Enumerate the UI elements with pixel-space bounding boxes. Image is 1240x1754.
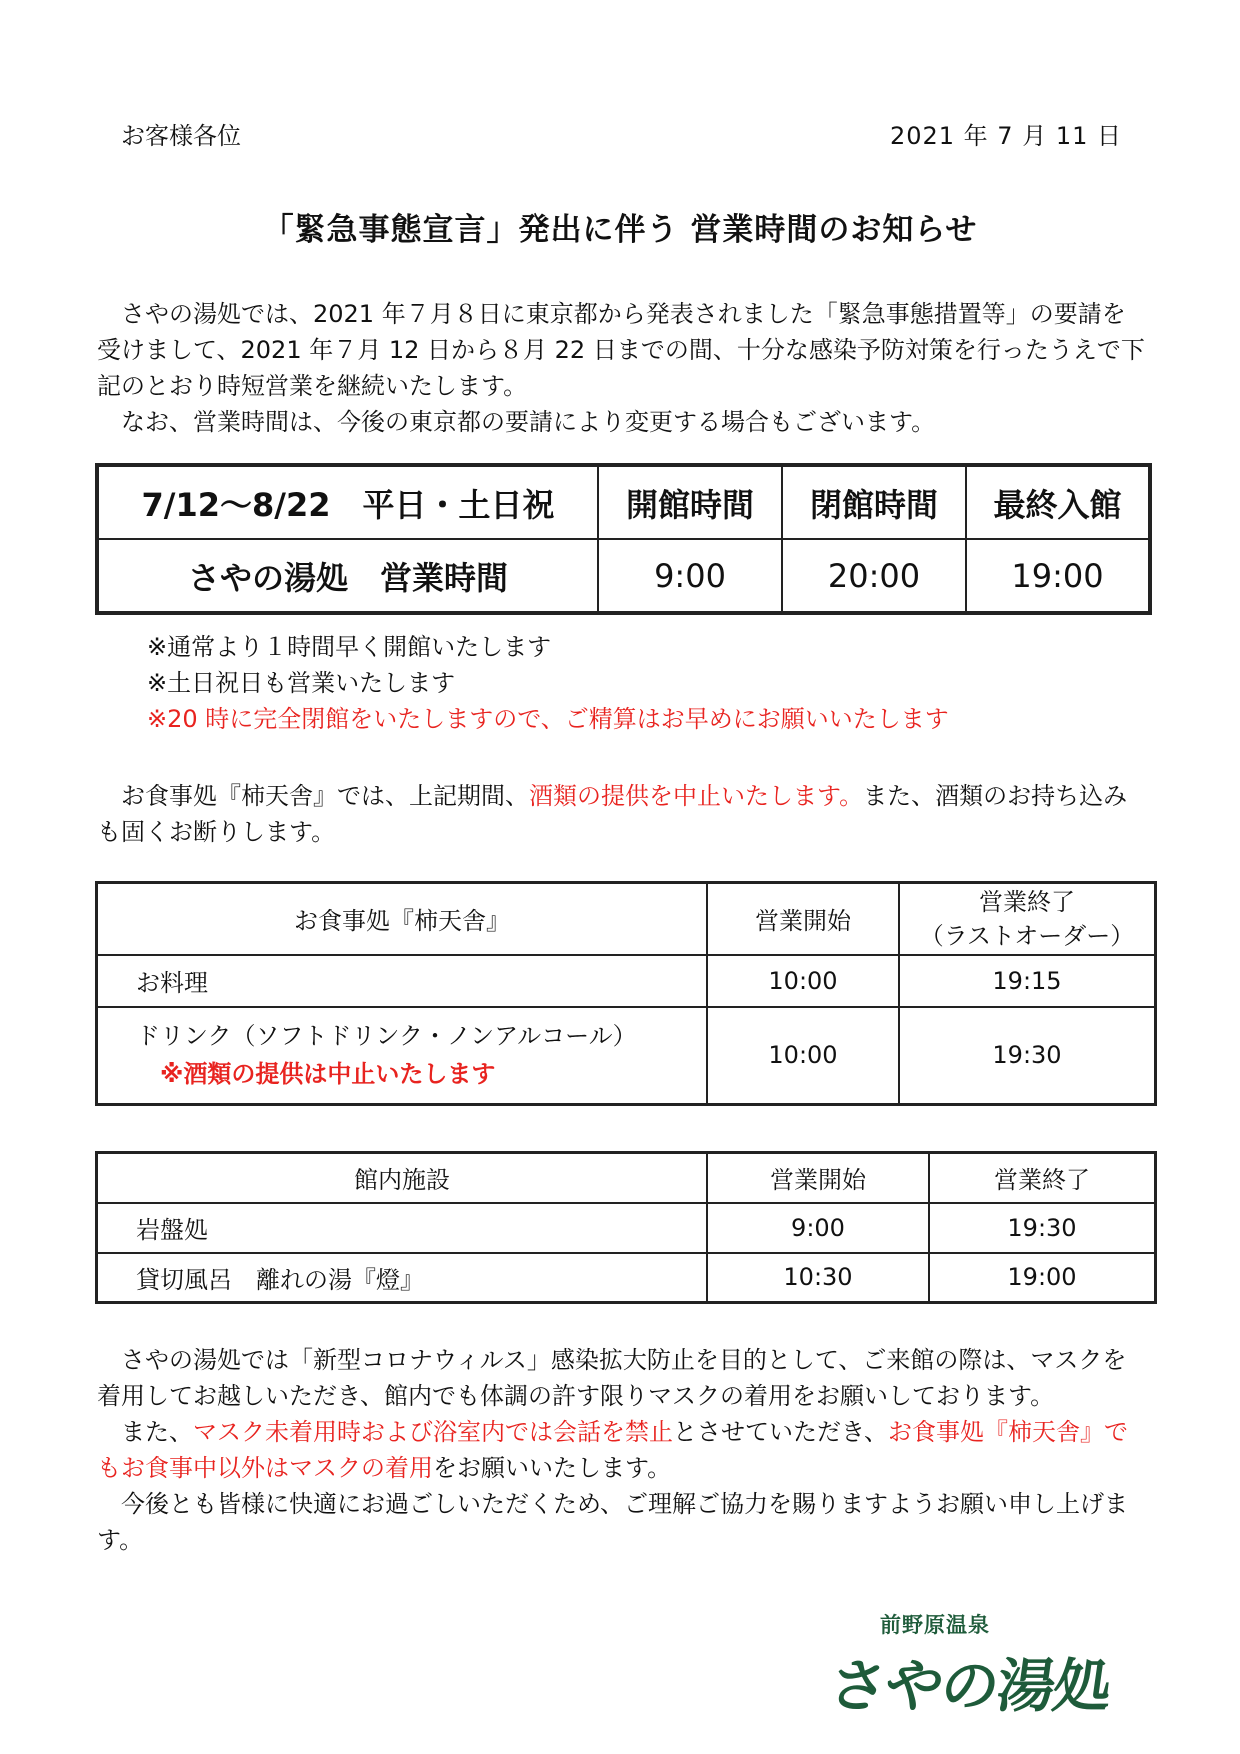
restaurant-name-header: お食事処『柿天舎』 [97,883,708,955]
closing-time-value: 20:00 [782,539,966,613]
hours-period-header: 7/12～8/22 平日・土日祝 [97,465,598,539]
restaurant-table [95,881,1157,1106]
menu-item-name: ドリンク（ソフトドリンク・ノンアルコール） ※酒類の提供は中止いたします [97,1007,708,1105]
addressee: お客様各位 [121,122,241,150]
menu-item-open: 10:00 [707,955,899,1007]
facility-open-header: 営業開始 [707,1153,929,1203]
restaurant-open-header: 営業開始 [707,883,899,955]
restaurant-paragraph [97,778,1147,850]
hours-row-label: さやの湯処 営業時間 [97,539,598,613]
facility-close: 19:00 [929,1253,1156,1303]
table-row [97,1007,1156,1105]
restaurant-text-end: また、酒類のお持ち込みも固くお断りします。 [97,782,1128,846]
facility-close: 19:30 [929,1203,1156,1253]
last-entry-value: 19:00 [966,539,1150,613]
note-item: ※通常より１時間早く開館いたします [147,633,552,661]
table-row [97,955,1156,1007]
facility-name-header: 館内施設 [97,1153,708,1203]
logo-small-text: 前野原温泉 [880,1612,990,1637]
intro-section [97,296,1147,440]
closing-paragraph-1: さやの湯処では「新型コロナウィルス」感染拡大防止を目的として、ご来館の際は、マスクを着用してお越しいただき、館内でも体調の許す限りマスクの着用をお願いしております。 [97,1346,1127,1410]
menu-item-name: お料理 [97,955,708,1007]
table-row [97,1203,1156,1253]
notice-date: 2021 年 7 月 11 日 [889,122,1122,150]
closing-section [97,1342,1147,1558]
facility-table [95,1151,1157,1304]
hours-table [95,463,1152,615]
logo-brush-text: さやの湯処 [824,1652,1115,1720]
intro-paragraph-1: さやの湯処では、2021 年７月８日に東京都から発表されました「緊急事態措置等」の要請を受けまして、2021 年７月 12 日から８月 22 日までの間、十分な感染予防対策を行ったうえで下記のとおり時短営業を継続いたします。 [97,300,1145,400]
menu-item-close: 19:15 [899,955,1156,1007]
notes-list [147,629,949,737]
opening-time-value: 9:00 [598,539,782,613]
restaurant-close-header: 営業終了 （ラストオーダー） [899,883,1156,955]
notice-title: 「緊急事態宣言」発出に伴う 営業時間のお知らせ [262,212,978,248]
restaurant-mask-warning: お食事処『柿天舎』でもお食事中以外はマスクの着用 [97,1418,1129,1482]
facility-open: 10:30 [707,1253,929,1303]
facility-close-header: 営業終了 [929,1153,1156,1203]
note-item-warning: ※20 時に完全閉館をいたしますので、ご精算はお早めにお願いいたします [147,705,949,733]
facility-open: 9:00 [707,1203,929,1253]
alcohol-suspended-note: ※酒類の提供は中止いたします [160,1060,496,1089]
closing-paragraph-3: 今後とも皆様に快適にお過ごしいただくため、ご理解ご協力を賜りますようお願い申し上げます。 [97,1490,1129,1554]
closing-paragraph-2: また、マスク未着用時および浴室内では会話を禁止とさせていただき、お食事処『柿天舎』でもお食事中以外はマスクの着用をお願いいたします。 [97,1418,1129,1482]
menu-item-open: 10:00 [707,1007,899,1105]
table-row [97,1253,1156,1303]
mask-conversation-warning: マスク未着用時および浴室内では会話を禁止 [193,1418,673,1446]
facility-name: 岩盤処 [97,1203,708,1253]
restaurant-text: お食事処『柿天舎』では、上記期間、 [121,782,529,810]
menu-item-close: 19:30 [899,1007,1156,1105]
sayanoyudokoro-logo [826,1609,1116,1719]
opening-time-header: 開館時間 [598,465,782,539]
intro-paragraph-2: なお、営業時間は、今後の東京都の要請により変更する場合もございます。 [121,408,936,436]
facility-name: 貸切風呂 離れの湯『燈』 [97,1253,708,1303]
closing-time-header: 閉館時間 [782,465,966,539]
restaurant-alcohol-warning: 酒類の提供を中止いたします。 [529,782,864,810]
last-entry-header: 最終入館 [966,465,1150,539]
note-item: ※土日祝日も営業いたします [147,669,456,697]
